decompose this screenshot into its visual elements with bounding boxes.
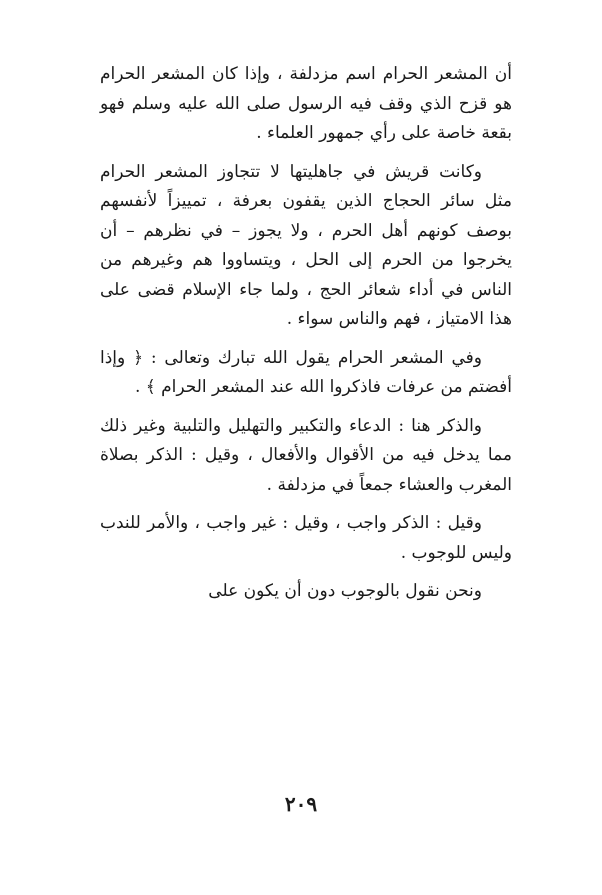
paragraph-5: وقيل : الذكر واجب ، وقيل : غير واجب ، والأمر للندب وليس للوجوب . [100, 513, 512, 563]
paragraph-4: والذكر هنا : الدعاء والتكبير والتهليل والتلبية وغير ذلك مما يدخل فيه من الأقوال والأفعال ، وقيل : الذكر بصلاة المغرب والعشاء جمعاً في مزدلفة . [100, 415, 512, 495]
page-body [100, 60, 512, 616]
page-number: ٢٠٩ [284, 792, 318, 816]
paragraph-1: أن المشعر الحرام اسم مزدلفة ، وإذا كان المشعر الحرام هو قزح الذي وقف فيه الرسول صلى الله عليه وسلم فهو بقعة خاصة على رأي جمهور العلماء . [100, 64, 512, 143]
paragraph-3: وفي المشعر الحرام يقول الله تبارك وتعالى : ﴿ وإذا أفضتم من عرفات فاذكروا الله عند المشعر الحرام ﴾ . [100, 347, 512, 397]
paragraph-6: ونحن نقول بالوجوب دون أن يكون على [208, 581, 482, 601]
paragraph-2: وكانت قريش في جاهليتها لا تتجاوز المشعر الحرام مثل سائر الحجاج الذين يقفون بعرفة ، تمييزاً لأنفسهم بوصف كونهم أهل الحرم ، ولا يجوز – في نظرهم – أن يخرجوا من الحرم إلى الحل ، ويتساووا هم وغيرهم من الناس في أداء شعائر الحج ، ولما جاء الإسلام قضى على هذا الامتياز ، فهم والناس سواء . [100, 161, 512, 329]
